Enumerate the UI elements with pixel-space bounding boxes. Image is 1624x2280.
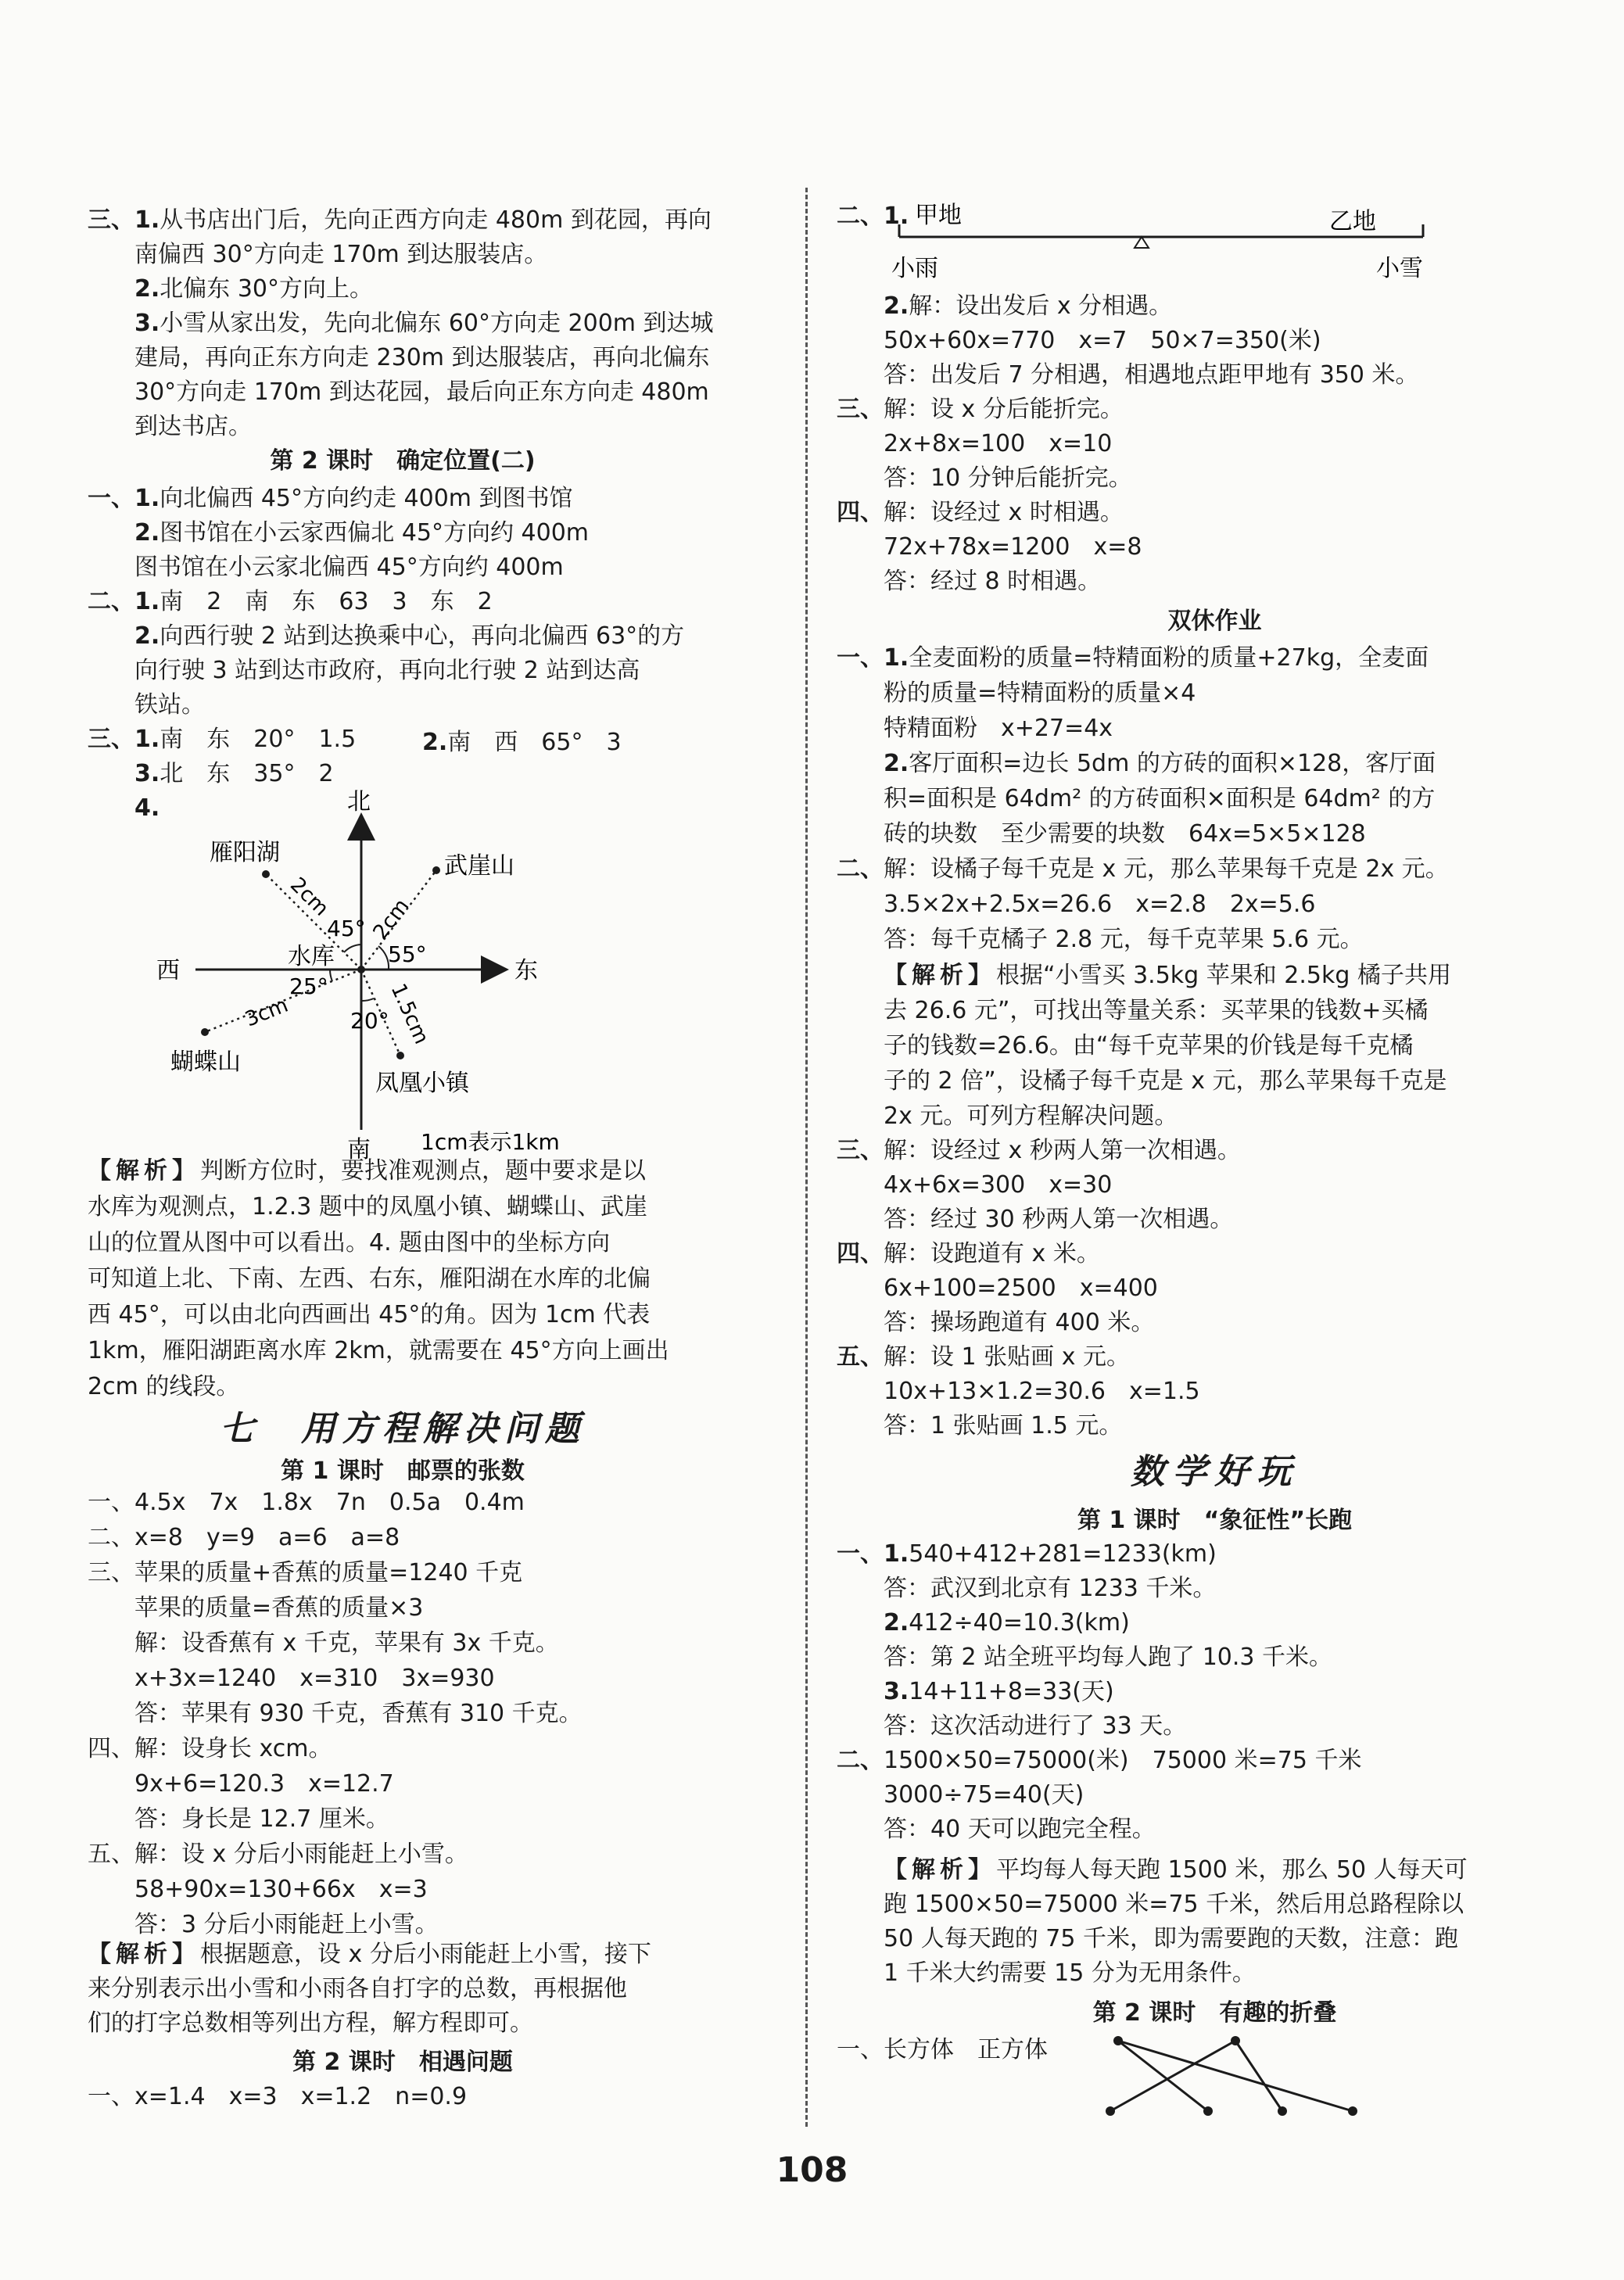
item-text: 向行驶 3 站到达市政府，再向北行驶 2 站到达高 [134,657,640,684]
north-label: 北 [347,788,371,816]
match-dot-bottom-4 [1348,2106,1357,2116]
angle-arc-20 [361,998,374,1001]
item-text: 图书馆在小云家北偏西 45°方向约 400m [134,554,564,581]
text-line [884,1204,1233,1235]
text-line [884,428,1112,460]
text-line [837,1135,1241,1167]
analysis-tag: 【解析】 [88,1941,200,1968]
analysis-tag: 【解析】 [884,1856,996,1884]
text-line [884,291,1172,322]
jia-label: 甲地 [915,202,962,229]
match-line-c [1110,2041,1235,2111]
item-text: 全麦面粉的质量=特精面粉的质量+27kg，全麦面 [909,644,1429,672]
text: 解：设香蕉有 x 千克，苹果有 3x 千克。 [88,1629,559,1657]
text: x+3x=1240 x=310 3x=930 [88,1665,495,1692]
match-dot-top-2 [1231,2036,1240,2045]
text-line [884,678,1196,709]
angle-45-label: 45° [327,916,366,941]
text-line [837,497,1124,529]
r2-number: 二、1. [837,203,909,230]
item-text: 30°方向走 170m 到达花园，最后向正东方向走 480m [134,378,709,406]
text: 西 45°，可以由北向西画出 45°的角。因为 1cm 代表 [88,1301,651,1328]
item-text: 答：40 天可以跑完全程。 [884,1816,1156,1843]
wuya-mountain-dot [432,866,440,874]
item-text: 10x+13×1.2=30.6 x=1.5 [884,1378,1200,1405]
item-text: 答：每千克橘子 2.8 元，每千克苹果 5.6 元。 [884,926,1364,953]
text-line [88,1156,646,1187]
text: 五、解：设 x 分后小雨能赶上小雪。 [88,1841,468,1868]
direction-diagram [156,786,594,1161]
text-line [884,325,1321,357]
text-line [884,960,1451,991]
text-line [88,1558,522,1589]
item-number: 3. [134,760,160,787]
unit-7-title: 七 用方程解决问题 [220,1409,586,1449]
text: 2x 元。可列方程解决问题。 [884,1102,1178,1130]
text: 1 千米大约需要 15 分为无用条件。 [884,1959,1256,1987]
text-line [88,1698,583,1730]
text-line [88,1973,627,2005]
text-line [88,586,493,618]
text: 可知道上北、下南、左西、右东，雁阳湖在水库的北偏 [88,1265,651,1292]
text-line [134,308,714,339]
dist-phoenix: 1.5cm [385,980,433,1048]
text-line [884,1923,1458,1955]
item-text: 向北偏西 45°方向约走 400m 到图书馆 [160,485,573,512]
match-dot-bottom-1 [1106,2106,1115,2116]
item-number: 2. [134,275,160,303]
text: 判断方位时，要找准观测点，题中要求是以 [200,1157,646,1185]
item-text: 答：第 2 站全班平均每人跑了 10.3 千米。 [884,1644,1333,1671]
text-line [88,1939,651,1970]
item-number: 2. [134,519,160,547]
text-line [837,643,1429,674]
xiaoxue-label: 小雪 [1376,255,1423,282]
item-number: 二、 [837,1747,884,1774]
text: 一、4.5x 7x 1.8x 7n 0.5a 0.4m [88,1489,525,1516]
text-line [884,1676,1114,1708]
text: 苹果的质量=香蕉的质量×3 [88,1594,424,1622]
text-line [88,1663,495,1694]
text-line [884,924,1364,955]
yi-label: 乙地 [1329,208,1376,235]
item-number: 一、1. [88,485,160,512]
angle-arc-45 [344,945,361,952]
angle-25-label: 25° [289,973,328,999]
text-line [884,1958,1256,1989]
text-line [134,411,252,443]
item-text: 540+412+281=1233(km) [909,1540,1217,1568]
item-number: 2. [884,292,909,320]
item-text: 解：设经过 x 秒两人第一次相遇。 [884,1137,1241,1164]
text-line [884,995,1429,1027]
text: 跑 1500×50=75000 米=75 千米，然后用总路程除以 [884,1891,1464,1918]
text-line [88,1335,669,1367]
text-line [88,1909,439,1941]
item-text: 6x+100=2500 x=400 [884,1274,1158,1302]
text-line [884,1608,1130,1639]
text-line [884,783,1435,815]
item-text: 向西行驶 2 站到达换乘中心，再向北偏西 63°的方 [160,622,685,650]
text-line [884,1711,1186,1742]
item-text: 南偏西 30°方向走 170m 到达服装店。 [134,241,548,268]
text: 来分别表示出小雪和小雨各自打字的总数，再根据他 [88,1975,627,2002]
text-line [884,1307,1154,1339]
text: 平均每人每天跑 1500 米，那么 50 人每天可 [996,1856,1468,1884]
text: 58+90x=130+66x x=3 [88,1876,428,1903]
item-text: 粉的质量=特精面粉的质量×4 [884,679,1196,707]
phoenix-town-dot [396,1052,404,1059]
item-text: 客厅面积=边长 5dm 的方砖的面积×128，客厅面 [909,750,1436,777]
item-number: 一、1. [837,1540,909,1568]
match-dot-bottom-3 [1278,2106,1287,2116]
item-number: 二、 [837,855,884,883]
text: 2cm 的线段。 [88,1373,240,1400]
item-text: 50x+60x=770 x=7 50×7=350(米) [884,327,1321,354]
text-line [134,552,564,583]
item-text: 南 东 20° 1.5 [160,726,380,753]
item-text: 答：这次活动进行了 33 天。 [884,1712,1187,1740]
text: 9x+6=120.3 x=12.7 [88,1770,394,1798]
phoenix-town-label: 凤凰小镇 [375,1070,469,1097]
text-line [88,1839,468,1870]
item-number: 2. [134,622,160,650]
item-text: 从书店出门后，先向正西方向走 480m 到花园，再向 [160,206,712,234]
yanyang-lake-dot [262,870,270,878]
text-line [88,1874,428,1905]
item-number: 3. [134,310,160,337]
text: 去 26.6 元”，可找出等量关系：买苹果的钱数+买橘 [884,997,1429,1024]
west-label: 西 [156,957,180,984]
text-line [134,621,684,652]
text-line [837,1745,1361,1776]
text-line [884,713,1113,744]
item-text: 建局，再向正东方向走 230m 到达服装店，再向北偏东 [134,344,710,371]
angle-55-label: 55° [388,941,427,967]
meeting-point-triangle [1135,237,1149,248]
fold-answer: 一、长方体 正方体 [837,2036,1048,2063]
text-line [134,758,334,790]
item-text: 特精面粉 x+27=4x [884,715,1113,742]
angle-20-label: 20° [350,1008,389,1034]
text-line [88,1593,423,1624]
text-line [837,854,1449,885]
page-number: 108 [776,2150,848,2190]
item-text: 解：设经过 x 时相遇。 [884,499,1124,526]
text-line [134,274,373,305]
column-divider [805,188,808,2127]
item-text: 解：设 1 张贴画 x 元。 [884,1343,1130,1371]
dist-wuya: 2cm [368,894,414,945]
item-text: 答：10 分钟后能折完。 [884,464,1132,492]
text-line [88,1371,239,1403]
answer-3-2: 2.南 西 65° 3 [422,729,622,756]
text-line [837,1239,1100,1270]
text: 根据“小雪买 3.5kg 苹果和 2.5kg 橘子共用 [996,962,1451,989]
text-line [884,1855,1468,1886]
text-line [884,748,1436,780]
text-line [134,239,547,271]
text: 二、x=8 y=9 a=6 a=8 [88,1524,400,1551]
text: 四、解：设身长 xcm。 [88,1735,332,1762]
text-line [88,1264,651,1295]
scale-label: 1cm表示1km [421,1129,560,1155]
text-line [884,1889,1464,1920]
text-line [88,2008,533,2039]
text-line [88,724,379,755]
text-line [134,655,640,687]
item-text: 72x+78x=1200 x=8 [884,533,1142,561]
item-number: 三、 [837,1137,884,1164]
item-number: 三、 [837,396,884,423]
wuya-mountain-label: 武崖山 [444,852,514,880]
south-label: 南 [347,1136,371,1161]
text-line [88,1228,610,1259]
item-text: 北偏东 30°方向上。 [160,275,373,303]
text-line [134,690,205,721]
lesson2-heading: 第 2 课时 确定位置(二) [270,447,536,475]
item-text: 南 2 南 东 63 3 东 2 [160,588,493,615]
text-line [134,518,589,549]
text-line [837,394,1124,425]
match-dot-bottom-2 [1203,2106,1213,2116]
item-text: 解：设橘子每千克是 x 元，那么苹果每千克是 2x 元。 [884,855,1449,883]
text-line [884,1814,1156,1845]
item-text: 砖的块数 至少需要的块数 64x=5×5×128 [884,820,1366,848]
match-line-a [1118,2041,1208,2111]
text: 们的打字总数相等列出方程，解方程即可。 [88,2009,533,2037]
item-number: 一、1. [837,644,909,672]
text-line [884,1411,1122,1442]
text-line [884,1376,1200,1407]
text-line [884,532,1142,563]
fold-lesson-heading: 第 2 课时 有趣的折叠 [1092,1999,1337,2027]
match-dot-top-1 [1113,2036,1123,2045]
text-line [88,1804,389,1835]
text: 山的位置从图中可以看出。4. 题由图中的坐标方向 [88,1229,611,1257]
center-label: 水库 [288,943,335,970]
text-line [884,1170,1112,1201]
item-number: 2. [884,1609,909,1637]
item-text: 答：经过 8 时相遇。 [884,568,1102,595]
text: 子的钱数=26.6。由“每千克苹果的价钱是每千克橘 [884,1032,1414,1059]
item-number: 2. [884,750,909,777]
stamp-lesson-heading: 第 1 课时 邮票的张数 [281,1457,525,1485]
text-line [88,1733,332,1765]
item-text: 答：武汉到北京有 1233 千米。 [884,1575,1217,1602]
item-text: 412÷40=10.3(km) [909,1609,1130,1637]
text-line [88,1487,525,1518]
item-text: 图书馆在小云家西偏北 45°方向约 400m [160,519,590,547]
text-line [837,1342,1130,1373]
item-number: 四、 [837,1240,884,1267]
item-text: 积=面积是 64dm² 的方砖面积×面积是 64dm² 的方 [884,785,1436,812]
xiaoyu-label: 小雨 [891,255,938,282]
weekend-heading: 双休作业 [1167,608,1262,635]
text-line [884,1642,1332,1673]
text-line [884,1101,1178,1132]
yanyang-lake-label: 雁阳湖 [210,839,280,866]
text: 三、苹果的质量+香蕉的质量=1240 千克 [88,1559,523,1586]
item-text: 答：1 张贴画 1.5 元。 [884,1412,1123,1439]
item-text: 答：操场跑道有 400 米。 [884,1309,1155,1336]
text-line [88,1628,559,1659]
angle-arc-25 [330,970,332,981]
text-line [884,1031,1413,1062]
text-line [884,360,1419,391]
text: 答：身长是 12.7 厘米。 [88,1805,389,1833]
text-line [88,1192,647,1223]
item-text: 到达书店。 [134,413,252,440]
item-text: 3.5×2x+2.5x=26.6 x=2.8 2x=5.6 [884,891,1316,918]
text: 答：3 分后小雨能赶上小雪。 [88,1911,439,1938]
dist-yanyang: 2cm [285,873,333,921]
folding-match-lines [1087,2025,1400,2127]
item-number: 三、1. [88,726,160,753]
item-text: 解：设出发后 x 分相遇。 [909,292,1173,320]
butterfly-mountain-label: 蝴蝶山 [170,1049,241,1076]
item-number: 三、1. [88,206,160,234]
text-line [88,483,573,514]
item-number: 3. [884,1678,909,1705]
item-text: 1500×50=75000(米) 75000 米=75 千米 [884,1747,1362,1774]
item-text: 北 东 35° 2 [160,760,334,787]
analysis-tag: 【解析】 [88,1157,200,1185]
match-line-d [1235,2041,1282,2111]
text-line [884,889,1316,920]
text-line [88,205,712,236]
meet-answer-1: 一、x=1.4 x=3 x=1.2 n=0.9 [88,2083,468,2110]
item-number: 四、 [837,499,884,526]
item-text: 解：设跑道有 x 米。 [884,1240,1100,1267]
text-line [88,1300,650,1331]
text-line [884,1573,1216,1604]
text: 1km，雁阳湖距离水库 2km，就需要在 45°方向上画出 [88,1337,669,1364]
item-text: 铁站。 [134,691,205,719]
run-lesson-heading: 第 1 课时 “象征性”长跑 [1077,1507,1353,1534]
item-text: 答：经过 30 秒两人第一次相遇。 [884,1206,1234,1233]
text-line [884,566,1101,597]
fun-math-title: 数学好玩 [1130,1452,1300,1492]
text-line [884,819,1366,850]
text-line [134,342,710,374]
text-line [884,463,1132,494]
text-line [884,1780,1084,1811]
match-line-b [1118,2041,1353,2111]
text-line [88,1522,400,1554]
butterfly-mountain-dot [201,1028,209,1036]
item-text: 2x+8x=100 x=10 [884,430,1113,457]
text: 答：苹果有 930 千克，香蕉有 310 千克。 [88,1700,583,1727]
item-text: 答：出发后 7 分相遇，相遇地点距甲地有 350 米。 [884,361,1419,389]
text-line [884,1066,1447,1097]
item-text: 4x+6x=300 x=30 [884,1171,1113,1199]
item-text: 3000÷75=40(天) [884,1781,1084,1809]
text-line [88,1769,394,1800]
meet-lesson-heading: 第 2 课时 相遇问题 [292,2049,513,2076]
text-line [837,1539,1217,1570]
dist-butterfly: 3cm [242,993,292,1032]
item-number: 五、 [837,1343,884,1371]
item-number: 二、1. [88,588,160,615]
item-text: 14+11+8=33(天) [909,1678,1114,1705]
text: 子的 2 倍”，设橘子每千克是 x 元，那么苹果每千克是 [884,1067,1447,1095]
center-dot [357,966,365,973]
text: 50 人每天跑的 75 千米，即为需要跑的天数，注意：跑 [884,1925,1458,1952]
distance-line-diagram [891,199,1454,285]
text-line [884,1273,1158,1304]
item-text: 小雪从家出发，先向北偏东 60°方向走 200m 到达城 [160,310,714,337]
item-number: 4. [134,794,160,822]
east-label: 东 [514,957,538,984]
item-text: 解：设 x 分后能折完。 [884,396,1124,423]
text: 水库为观测点，1.2.3 题中的凤凰小镇、蝴蝶山、武崖 [88,1193,647,1221]
text-line [134,377,709,408]
analysis-tag: 【解析】 [884,962,996,989]
text: 根据题意，设 x 分后小雨能赶上小雪，接下 [200,1941,651,1968]
